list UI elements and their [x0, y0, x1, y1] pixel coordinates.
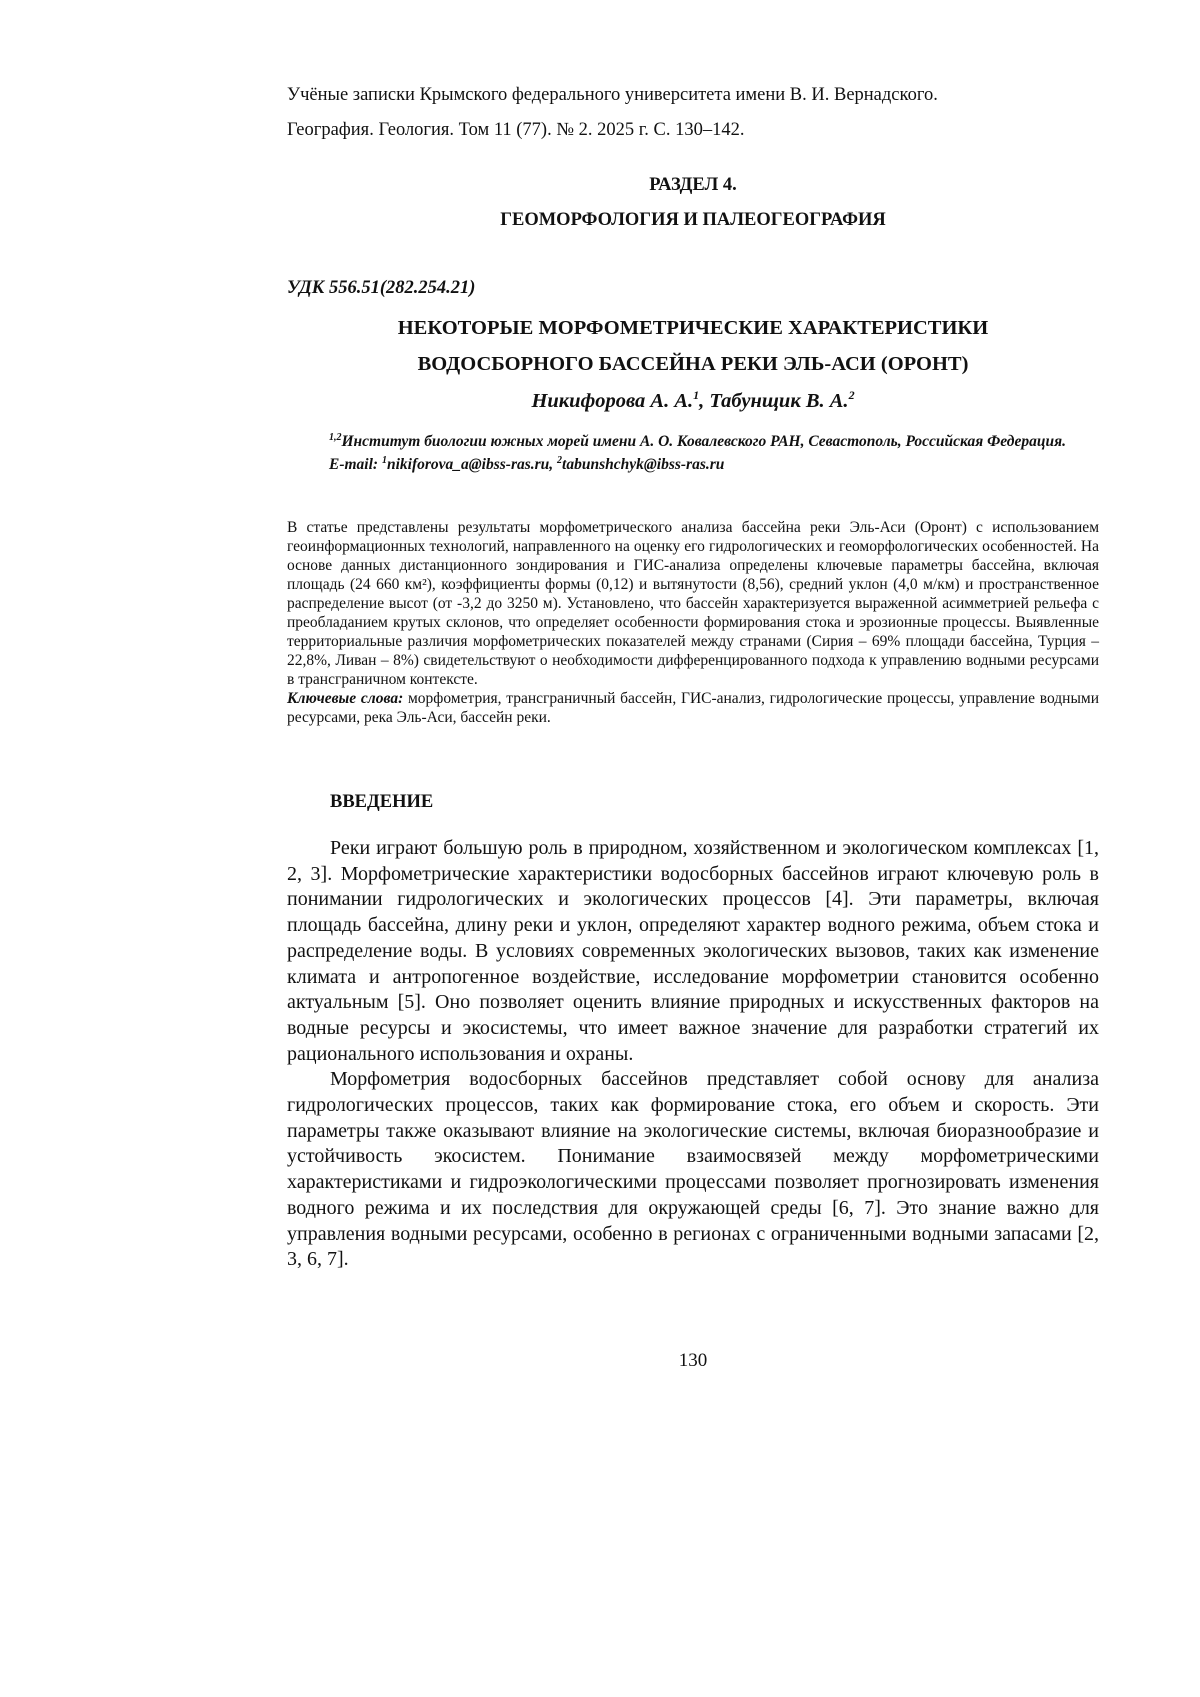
author-separator: , — [699, 390, 709, 412]
intro-paragraph-1: Реки играют большую роль в природном, хозяйственном и экологическом комплексах [1, 2, 3]. Морфометрические характеристики водосборных бассейнов играют ключевую роль в понимании гидрологических и экологических процессов [4]. Эти параметры, включая площадь бассейна, длину реки и уклон, определяют характер водного режима, объем стока и распределение воды. В условиях современных экологических вызовов, таких как изменение климата и антропогенное воздействие, исследование морфометрии становится особенно актуальным [5]. Оно позволяет оценить влияние природных и искусственных факторов на водные ресурсы и экосистемы, что имеет важное значение для разработки стратегий их рационального использования и охраны. — [287, 836, 1099, 1067]
title-line-1: НЕКОТОРЫЕ МОРФОМЕТРИЧЕСКИЕ ХАРАКТЕРИСТИКИ — [287, 310, 1099, 346]
abstract-text: В статье представлены результаты морфометрического анализа бассейна реки Эль-Аси (Оронт) с использованием геоинформационных технологий, направленного на оценку его гидрологических и геоморфологических особенностей. На основе данных дистанционного зондирования и ГИС-анализа определены ключевые параметры бассейна, включая площадь (24 660 км²), коэффициенты формы (0,12) и вытянутости (8,56), средний уклон (4,0 м/км) и пространственное распределение высот (от -3,2 до 3250 м). Установлено, что бассейн характеризуется выраженной асимметрией рельефа с преобладанием крутых склонов, что определяет особенности формирования стока и эрозионные процессы. Выявленные территориальные различия морфометрических показателей между странами (Сирия – 69% площади бассейна, Турция – 22,8%, Ливан – 8%) свидетельствуют о необходимости дифференцированного подхода к управлению водными ресурсами в трансграничном контексте. — [287, 518, 1099, 689]
affiliation-institute: Институт биологии южных морей имени А. О. Ковалевского РАН, Севастополь, Российская Федерация. — [342, 433, 1066, 450]
journal-line-1: Учёные записки Крымского федерального университета имени В. И. Вернадского. — [287, 78, 1099, 113]
authors — [287, 388, 1099, 413]
journal-header — [287, 78, 1099, 148]
keywords — [287, 689, 1099, 727]
abstract — [287, 518, 1099, 727]
email-separator: , — [549, 456, 557, 473]
article-title — [287, 310, 1099, 382]
email-label: E-mail: — [329, 456, 382, 473]
email-2: tabunshchyk@ibss-ras.ru — [562, 456, 724, 473]
section-name: ГЕОМОРФОЛОГИЯ И ПАЛЕОГЕОГРАФИЯ — [287, 203, 1099, 238]
section-heading — [287, 168, 1099, 238]
affiliation-sup: 1,2 — [329, 432, 342, 443]
title-line-2: ВОДОСБОРНОГО БАССЕЙНА РЕКИ ЭЛЬ-АСИ (ОРОНТ) — [287, 346, 1099, 382]
udk-code: УДК 556.51(282.254.21) — [287, 278, 1099, 299]
keywords-label: Ключевые слова: — [287, 690, 403, 707]
email-2-sup: 2 — [557, 455, 562, 466]
email-1: nikiforova_a@ibss-ras.ru — [387, 456, 549, 473]
author-2: Табунщик В. А. — [709, 390, 848, 412]
affiliation-text — [287, 428, 1099, 451]
section-number: РАЗДЕЛ 4. — [287, 168, 1099, 203]
author-2-sup: 2 — [849, 388, 855, 402]
intro-heading: ВВЕДЕНИЕ — [330, 792, 1142, 813]
page-number: 130 — [287, 1350, 1099, 1372]
author-1-sup: 1 — [693, 388, 699, 402]
journal-line-2: География. Геология. Том 11 (77). № 2. 2025 г. С. 130–142. — [287, 113, 1099, 148]
intro-paragraph-2: Морфометрия водосборных бассейнов представляет собой основу для анализа гидрологических процессов, таких как формирование стока, его объем и скорость. Эти параметры также оказывают влияние на экологические системы, включая биоразнообразие и устойчивость экосистем. Понимание взаимосвязей между морфометрическими характеристиками и гидроэкологическими процессами позволяет прогнозировать изменения водного режима и их последствия для окружающей среды [6, 7]. Это знание важно для управления водными ресурсами, особенно в регионах с ограниченными водными запасами [2, 3, 6, 7]. — [287, 1067, 1099, 1273]
paper-page — [0, 0, 1200, 1697]
email-1-sup: 1 — [382, 455, 387, 466]
intro-body — [287, 836, 1099, 1273]
author-1: Никифорова А. А. — [531, 390, 693, 412]
keywords-list: морфометрия, трансграничный бассейн, ГИС-анализ, гидрологические процессы, управление водными ресурсами, река Эль-Аси, бассейн реки. — [287, 690, 1099, 726]
affiliation — [287, 428, 1099, 474]
email-line — [287, 451, 1099, 474]
